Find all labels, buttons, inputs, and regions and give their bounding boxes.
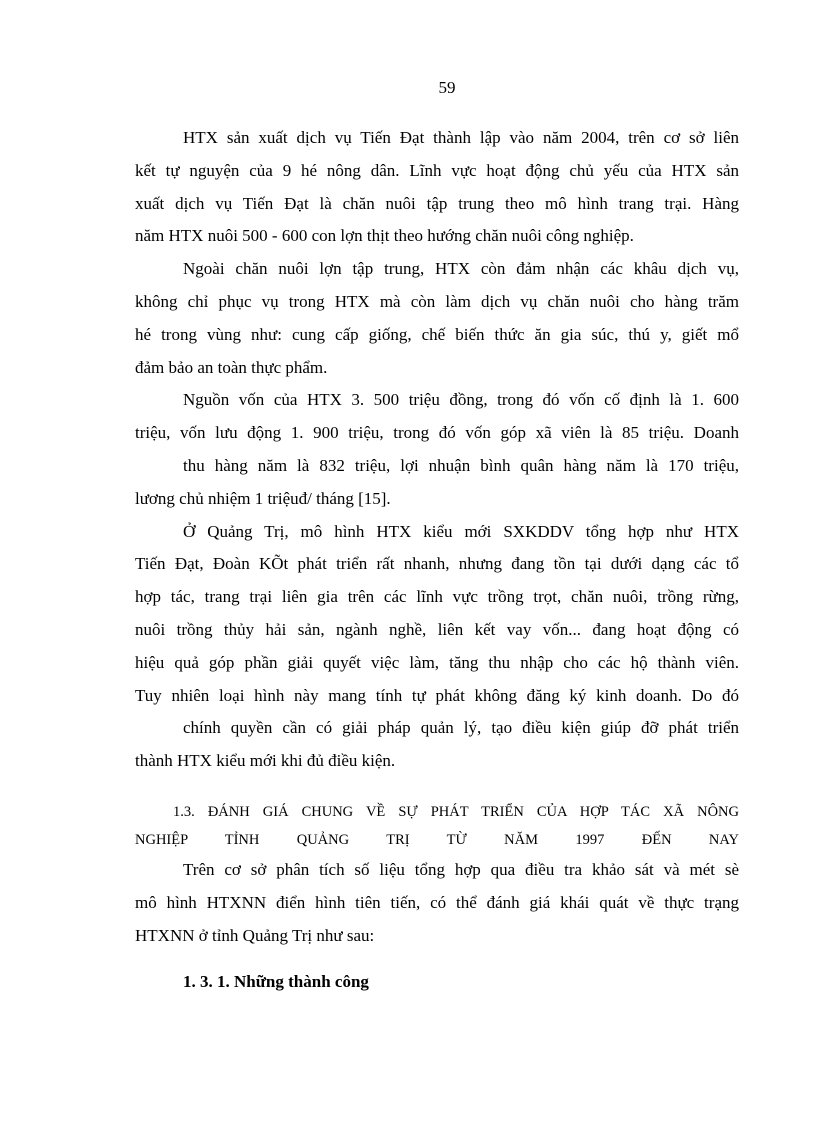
paragraph-capital: [135, 384, 739, 515]
paragraph-assessment-intro: [135, 854, 739, 952]
text-line: Tuy nhiên loại hình này mang tính tự phát không đăng ký kinh doanh. Do đó: [135, 685, 739, 705]
text-line: chính quyền cần có giải pháp quản lý, tạo điều kiện giúp đỡ phát triển: [183, 718, 739, 738]
section-heading: [135, 798, 739, 854]
text-line: Ở Quảng Trị, mô hình HTX kiểu mới SXKDDV tổng hợp như HTX: [183, 521, 739, 541]
text-line: nuôi trồng thủy hải sản, ngành nghề, liên kết vay vốn... đang hoạt động có: [135, 619, 739, 639]
text-line: không chỉ phục vụ trong HTX mà còn làm dịch vụ chăn nuôi cho hàng trăm: [135, 291, 739, 311]
subheading-successes: 1. 3. 1. Những thành công: [183, 972, 369, 992]
text-line: mô hình HTXNN điển hình tiên tiến, có thể đánh giá khái quát về thực trạng: [135, 892, 739, 912]
text-line: xuất dịch vụ Tiến Đạt là chăn nuôi tập trung theo mô hình trang trại. Hàng: [135, 193, 739, 213]
text-line: hợp tác, trang trại liên gia trên các lĩnh vực trồng trọt, chăn nuôi, trồng rừng,: [135, 587, 739, 607]
text-line: Tiến Đạt, Đoàn KÕt phát triển rất nhanh, nhưng đang tồn tại dưới dạng các tổ: [135, 554, 739, 574]
paragraph-services: [135, 253, 739, 384]
text-line: thu hàng năm là 832 triệu, lợi nhuận bình quân hàng năm là 170 triệu,: [183, 455, 739, 475]
text-line: năm HTX nuôi 500 - 600 con lợn thịt theo hướng chăn nuôi công nghiệp.: [135, 226, 634, 246]
text-line: hiệu quả góp phần giải quyết việc làm, tăng thu nhập cho các hộ thành viên.: [135, 652, 739, 672]
paragraph-quang-tri-models: [135, 516, 739, 778]
text-line: lương chủ nhiệm 1 triệuđ/ tháng [15].: [135, 488, 391, 508]
text-line: hé trong vùng như: cung cấp giống, chế biến thức ăn gia súc, thú y, giết mổ: [135, 324, 739, 344]
section-heading-line: 1.3. ĐÁNH GIÁ CHUNG VỀ SỰ PHÁT TRIỂN CỦA HỢP TÁC XÃ NÔNG: [173, 803, 739, 820]
page-number: 59: [438, 78, 456, 97]
text-line: Trên cơ sở phân tích số liệu tổng hợp qua điều tra khảo sát và mét sè: [183, 859, 739, 879]
page-body: [135, 122, 739, 999]
text-line: triệu, vốn lưu động 1. 900 triệu, trong đó vốn góp xã viên là 85 triệu. Doanh: [135, 423, 739, 443]
text-line: đảm bảo an toàn thực phẩm.: [135, 357, 328, 377]
paragraph-tien-dat-intro: [135, 122, 739, 253]
text-line: Nguồn vốn của HTX 3. 500 triệu đồng, trong đó vốn cố định là 1. 600: [183, 390, 739, 410]
text-line: Ngoài chăn nuôi lợn tập trung, HTX còn đảm nhận các khâu dịch vụ,: [183, 259, 739, 279]
text-line: kết tự nguyện của 9 hé nông dân. Lĩnh vực hoạt động chủ yếu của HTX sản: [135, 160, 739, 180]
text-line: HTXNN ở tỉnh Quảng Trị như sau:: [135, 925, 375, 945]
text-line: thành HTX kiểu mới khi đủ điều kiện.: [135, 751, 396, 771]
section-heading-line: NGHIỆP TỈNH QUẢNG TRỊ TỪ NĂM 1997 ĐẾN NAY: [135, 831, 739, 848]
text-line: HTX sản xuất dịch vụ Tiến Đạt thành lập vào năm 2004, trên cơ sở liên: [183, 128, 739, 147]
